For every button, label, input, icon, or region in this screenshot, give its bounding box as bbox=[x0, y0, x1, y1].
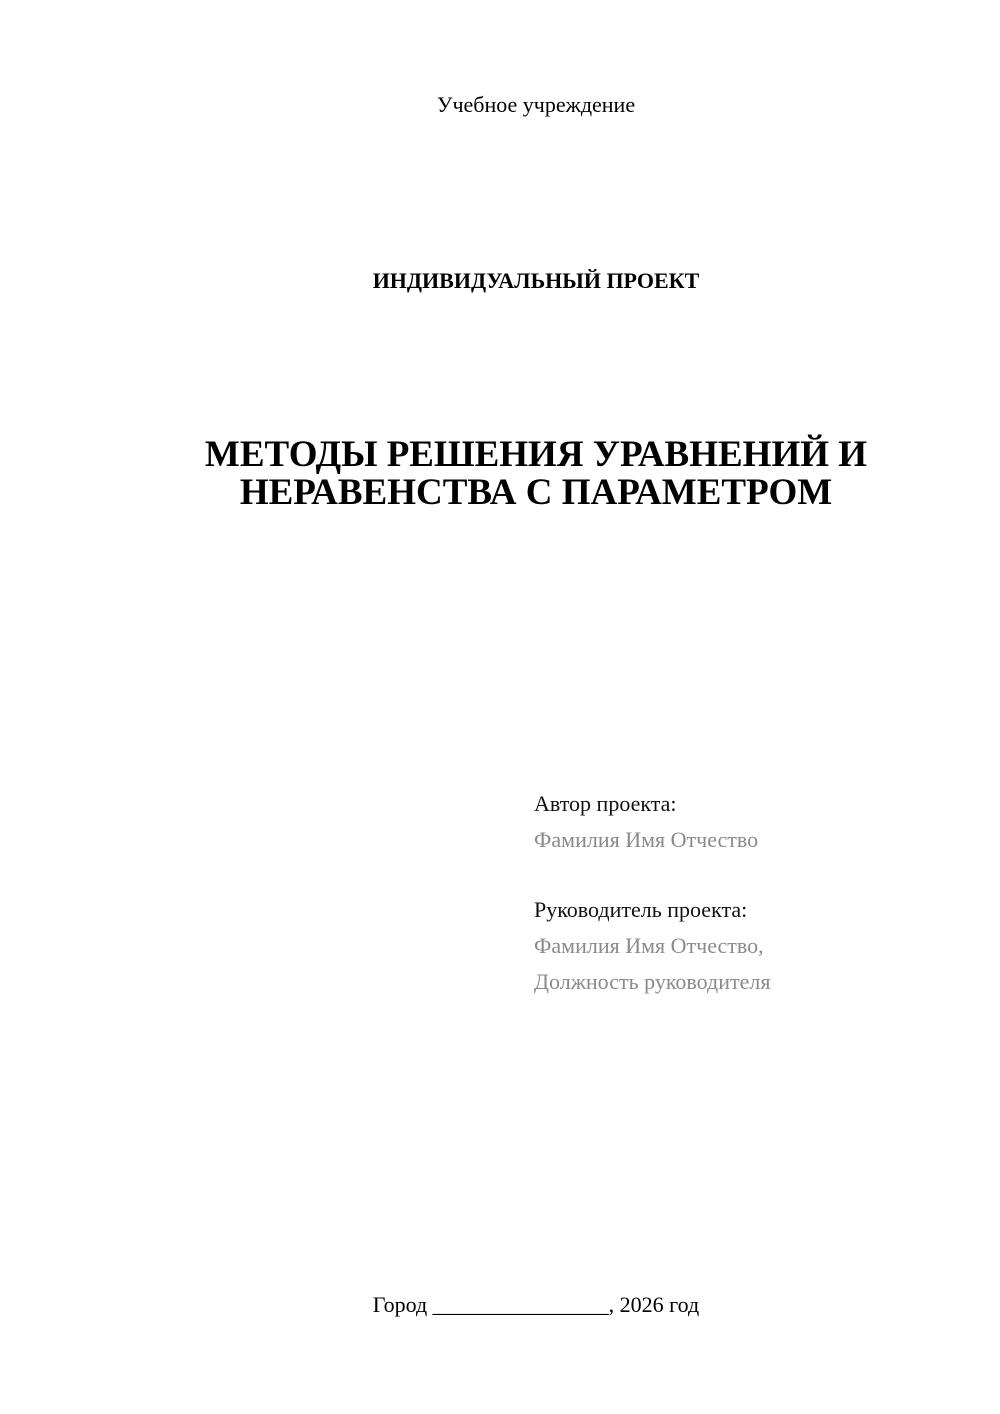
author-block bbox=[534, 786, 974, 858]
supervisor-name: Фамилия Имя Отчество, bbox=[534, 933, 764, 958]
city-year-line: Город ________________, 2026 год bbox=[372, 1292, 700, 1317]
project-title-line-2: НЕРАВЕНСТВА С ПАРАМЕТРОМ bbox=[239, 472, 833, 513]
supervisor-label: Руководитель проекта: bbox=[534, 897, 748, 922]
author-label: Автор проекта: bbox=[534, 791, 677, 816]
institution-name: Учебное учреждение bbox=[436, 92, 636, 117]
project-title-line-1: МЕТОДЫ РЕШЕНИЯ УРАВНЕНИЙ И bbox=[204, 434, 868, 475]
project-title bbox=[150, 436, 922, 512]
author-name: Фамилия Имя Отчество bbox=[534, 827, 759, 852]
supervisor-block bbox=[534, 892, 974, 1000]
supervisor-position: Должность руководителя bbox=[534, 969, 771, 994]
document-type: ИНДИВИДУАЛЬНЫЙ ПРОЕКТ bbox=[372, 268, 700, 293]
